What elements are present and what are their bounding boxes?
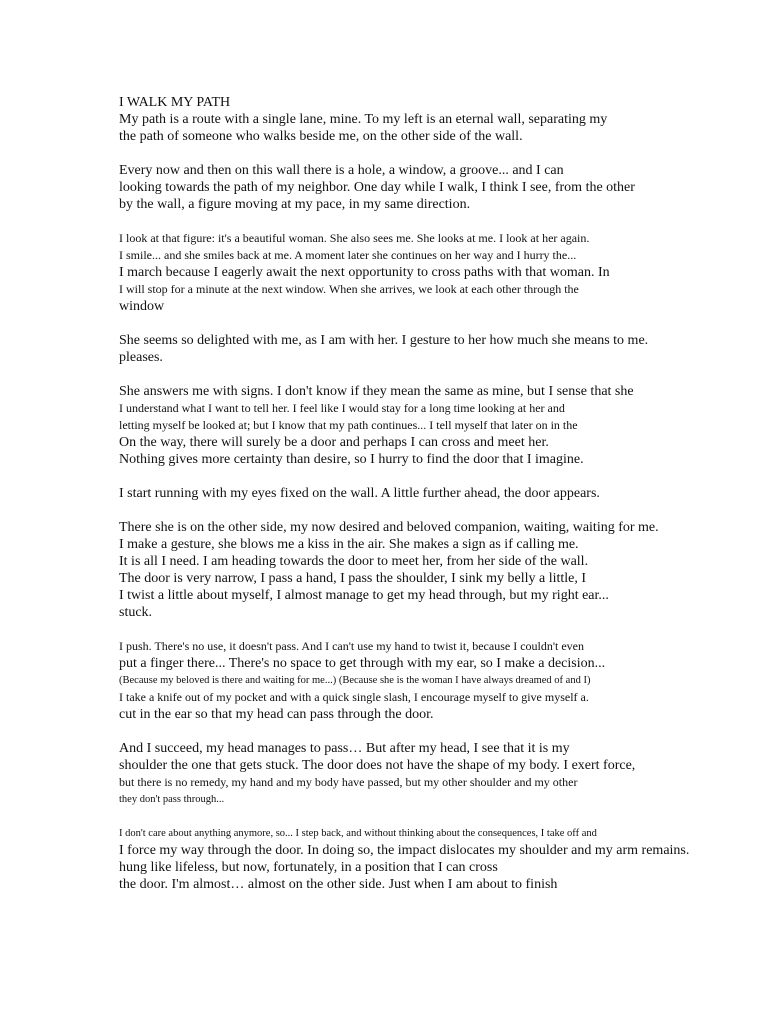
text-line: stuck. — [119, 605, 153, 620]
text-line: put a finger there... There's no space to get through with my ear, so I make a decision... — [119, 656, 606, 671]
text-line: the door. I'm almost… almost on the other side. Just when I am about to finish — [119, 877, 558, 892]
text-line: I don't care about anything anymore, so... I step back, and without thinking about the consequences, I take off and — [119, 828, 597, 839]
paragraph-gap — [119, 468, 739, 485]
text-line: Nothing gives more certainty than desire, so I hurry to find the door that I imagine. — [119, 452, 584, 467]
document-page — [119, 94, 739, 893]
text-line: She answers me with signs. I don't know if they mean the same as mine, but I sense that she — [119, 384, 634, 399]
text-line: letting myself be looked at; but I know that my path continues... I tell myself that later on in the — [119, 418, 578, 432]
document-body — [119, 111, 739, 893]
paragraph — [119, 111, 739, 145]
paragraph-gap — [119, 808, 739, 825]
text-line: cut in the ear so that my head can pass through the door. — [119, 707, 434, 722]
paragraph-gap — [119, 315, 739, 332]
paragraph — [119, 638, 739, 723]
text-line: I understand what I want to tell her. I feel like I would stay for a long time looking at her and — [119, 401, 565, 415]
text-line: I take a knife out of my pocket and with a quick single slash, I encourage myself to give myself a. — [119, 690, 589, 704]
paragraph-gap — [119, 621, 739, 638]
paragraph — [119, 740, 739, 808]
text-line: shoulder the one that gets stuck. The door does not have the shape of my body. I exert force, — [119, 758, 636, 773]
text-line: She seems so delighted with me, as I am with her. I gesture to her how much she means to me. — [119, 333, 649, 348]
text-line: I push. There's no use, it doesn't pass. And I can't use my hand to twist it, because I couldn't even — [119, 639, 585, 653]
text-line: window — [119, 299, 165, 314]
paragraph-gap — [119, 145, 739, 162]
paragraph — [119, 383, 739, 468]
text-line: I smile... and she smiles back at me. A moment later she continues on her way and I hurry the... — [119, 248, 577, 262]
text-line: I look at that figure: it's a beautiful woman. She also sees me. She looks at me. I look at her again. — [119, 231, 590, 245]
text-line: they don't pass through... — [119, 794, 225, 805]
document-title: I WALK MY PATH — [119, 95, 231, 110]
text-line: The door is very narrow, I pass a hand, I pass the shoulder, I sink my belly a little, I — [119, 571, 587, 586]
text-line: the path of someone who walks beside me, on the other side of the wall. — [119, 129, 523, 144]
text-line: My path is a route with a single lane, mine. To my left is an eternal wall, separating my — [119, 112, 608, 127]
paragraph — [119, 162, 739, 213]
paragraph — [119, 230, 739, 315]
text-line: And I succeed, my head manages to pass… But after my head, I see that it is my — [119, 741, 570, 756]
paragraph — [119, 332, 739, 366]
paragraph — [119, 825, 739, 893]
text-line: Every now and then on this wall there is a hole, a window, a groove... and I can — [119, 163, 564, 178]
text-line: There she is on the other side, my now desired and beloved companion, waiting, waiting for me. — [119, 520, 659, 535]
text-line: I march because I eagerly await the next opportunity to cross paths with that woman. In — [119, 265, 610, 280]
text-line: but there is no remedy, my hand and my body have passed, but my other shoulder and my other — [119, 775, 578, 789]
text-line: I make a gesture, she blows me a kiss in the air. She makes a sign as if calling me. — [119, 537, 579, 552]
text-line: by the wall, a figure moving at my pace, in my same direction. — [119, 197, 471, 212]
paragraph — [119, 519, 739, 621]
text-line: looking towards the path of my neighbor. One day while I walk, I think I see, from the other — [119, 180, 635, 195]
paragraph-gap — [119, 213, 739, 230]
paragraph-gap — [119, 502, 739, 519]
text-line: (Because my beloved is there and waiting for me...) (Because she is the woman I have always dreamed of and I) — [119, 675, 591, 686]
paragraph — [119, 485, 739, 502]
paragraph-gap — [119, 366, 739, 383]
text-line: I force my way through the door. In doing so, the impact dislocates my shoulder and my arm remains. — [119, 843, 690, 858]
text-line: It is all I need. I am heading towards the door to meet her, from her side of the wall. — [119, 554, 589, 569]
text-line: pleases. — [119, 350, 163, 365]
text-line: On the way, there will surely be a door and perhaps I can cross and meet her. — [119, 435, 549, 450]
text-line: hung like lifeless, but now, fortunately, in a position that I can cross — [119, 860, 498, 875]
text-line: I twist a little about myself, I almost manage to get my head through, but my right ear... — [119, 588, 609, 603]
text-line: I start running with my eyes fixed on the wall. A little further ahead, the door appears. — [119, 486, 600, 501]
text-line: I will stop for a minute at the next window. When she arrives, we look at each other through the — [119, 282, 579, 296]
paragraph-gap — [119, 723, 739, 740]
